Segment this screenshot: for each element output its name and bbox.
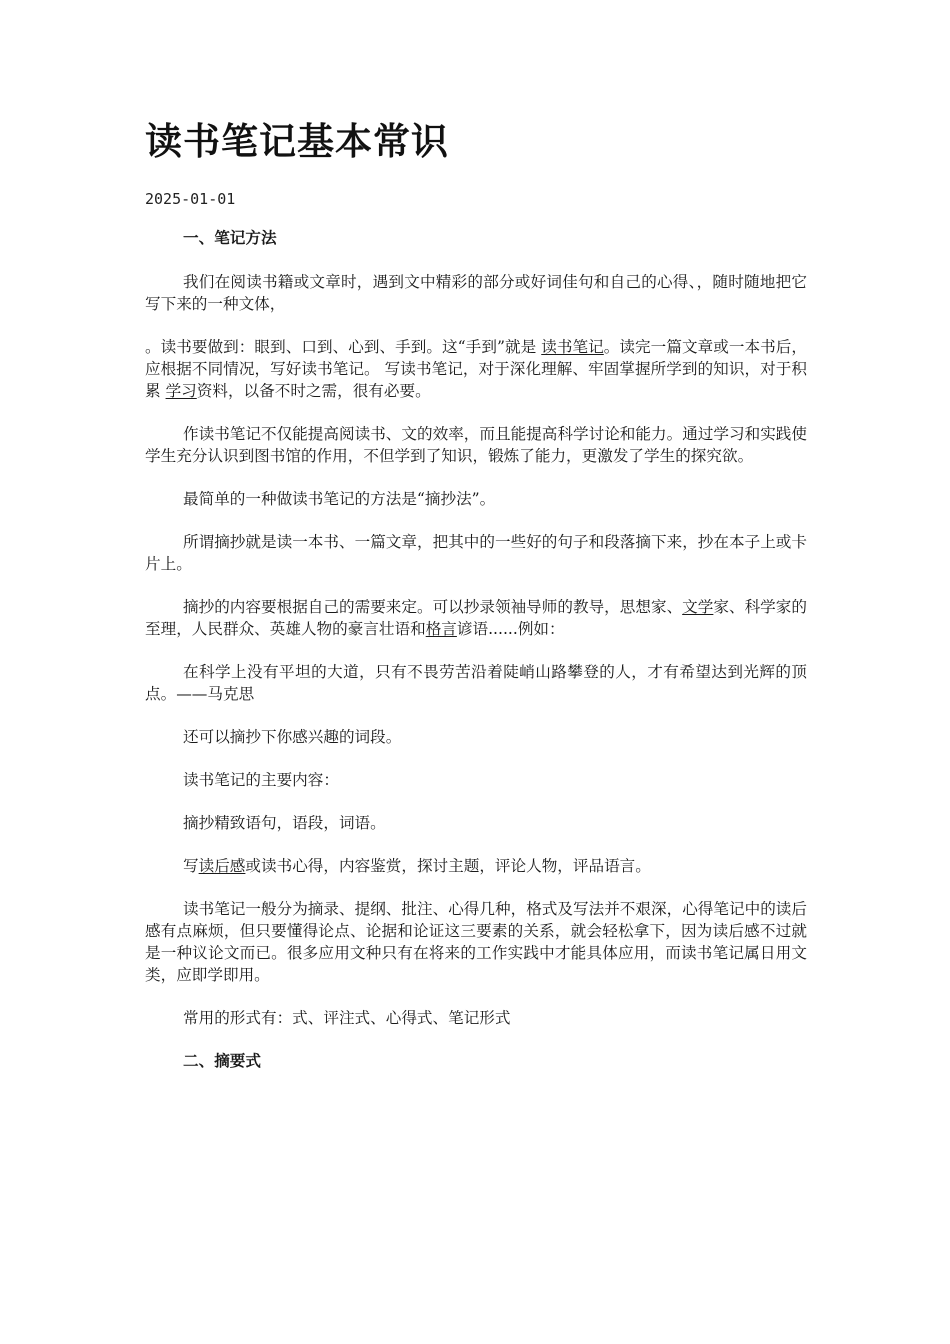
link-motto[interactable]: 格言 <box>425 620 457 638</box>
paragraph-2-text-a: 。读书要做到：眼到、口到、心到、手到。这“手到”就是 <box>145 338 542 356</box>
paragraph-11-text-a: 写 <box>183 857 199 875</box>
paragraph-4: 最简单的一种做读书笔记的方法是“摘抄法”。 <box>183 490 496 508</box>
paragraph-6-text-c: 谚语......例如： <box>456 620 565 638</box>
paragraph-6 <box>145 596 807 640</box>
paragraph-6-text-a: 摘抄的内容要根据自己的需要来定。可以抄录领袖导师的教导，思想家、 <box>183 598 683 616</box>
paragraph-5: 所谓摘抄就是读一本书、一篇文章，把其中的一些好的句子和段落摘下来，抄在本子上或卡片上。 <box>145 533 807 573</box>
paragraph-13: 常用的形式有：式、评注式、心得式、笔记形式 <box>183 1009 511 1027</box>
paragraph-9: 读书笔记的主要内容： <box>183 771 339 789</box>
link-reflection[interactable]: 读后感 <box>198 857 246 875</box>
paragraph-7-quote: 在科学上没有平坦的大道，只有不畏劳苦沿着陡峭山路攀登的人，才有希望达到光辉的顶点。——马克思 <box>145 663 807 703</box>
paragraph-6-text-b: 家、科学家的至理，人民群众、英雄人物的豪言壮语和 <box>145 598 807 638</box>
section-heading-summary: 二、摘要式 <box>183 1051 261 1070</box>
paragraph-10: 摘抄精致语句，语段，词语。 <box>183 814 386 832</box>
paragraph-12: 读书笔记一般分为摘录、提纲、批注、心得几种，格式及写法并不艰深，心得笔记中的读后感有点麻烦，但只要懂得论点、论据和论证这三要素的关系，就会轻松拿下，因为读后感不过就是一种议论文而已。很多应用文种只有在将来的工作实践中才能具体应用，而读书笔记属日用文类，应即学即用。 <box>145 900 807 984</box>
link-reading-notes[interactable]: 读书笔记 <box>541 338 604 356</box>
section-heading-methods: 一、笔记方法 <box>183 228 277 247</box>
paragraph-8: 还可以摘抄下你感兴趣的词段。 <box>183 728 402 746</box>
paragraph-3: 作读书笔记不仅能提高阅读书、文的效率，而且能提高科学讨论和能力。通过学习和实践使学生充分认识到图书馆的作用，不但学到了知识，锻炼了能力，更激发了学生的探究欲。 <box>145 425 807 465</box>
paragraph-11 <box>145 855 807 877</box>
article <box>145 115 807 1094</box>
paragraph-2 <box>145 336 807 402</box>
paragraph-2-text-c: 资料，以备不时之需，很有必要。 <box>196 382 431 400</box>
link-study[interactable]: 学习 <box>165 382 197 400</box>
publish-date: 2025-01-01 <box>145 190 236 208</box>
page-title: 读书笔记基本常识 <box>145 119 449 163</box>
link-literature[interactable]: 文学 <box>682 598 714 616</box>
paragraph-1: 我们在阅读书籍或文章时，遇到文中精彩的部分或好词佳句和自己的心得、，随时随地把它写下来的一种文体， <box>145 273 807 313</box>
paragraph-2-text-b: 。读完一篇文章或一本书后，应根据不同情况，写好读书笔记。 写读书笔记，对于深化理解、牢固掌握所学到的知识，对于积累 <box>145 338 807 400</box>
paragraph-11-text-b: 或读书心得，内容鉴赏，探讨主题，评论人物，评品语言。 <box>245 857 651 875</box>
